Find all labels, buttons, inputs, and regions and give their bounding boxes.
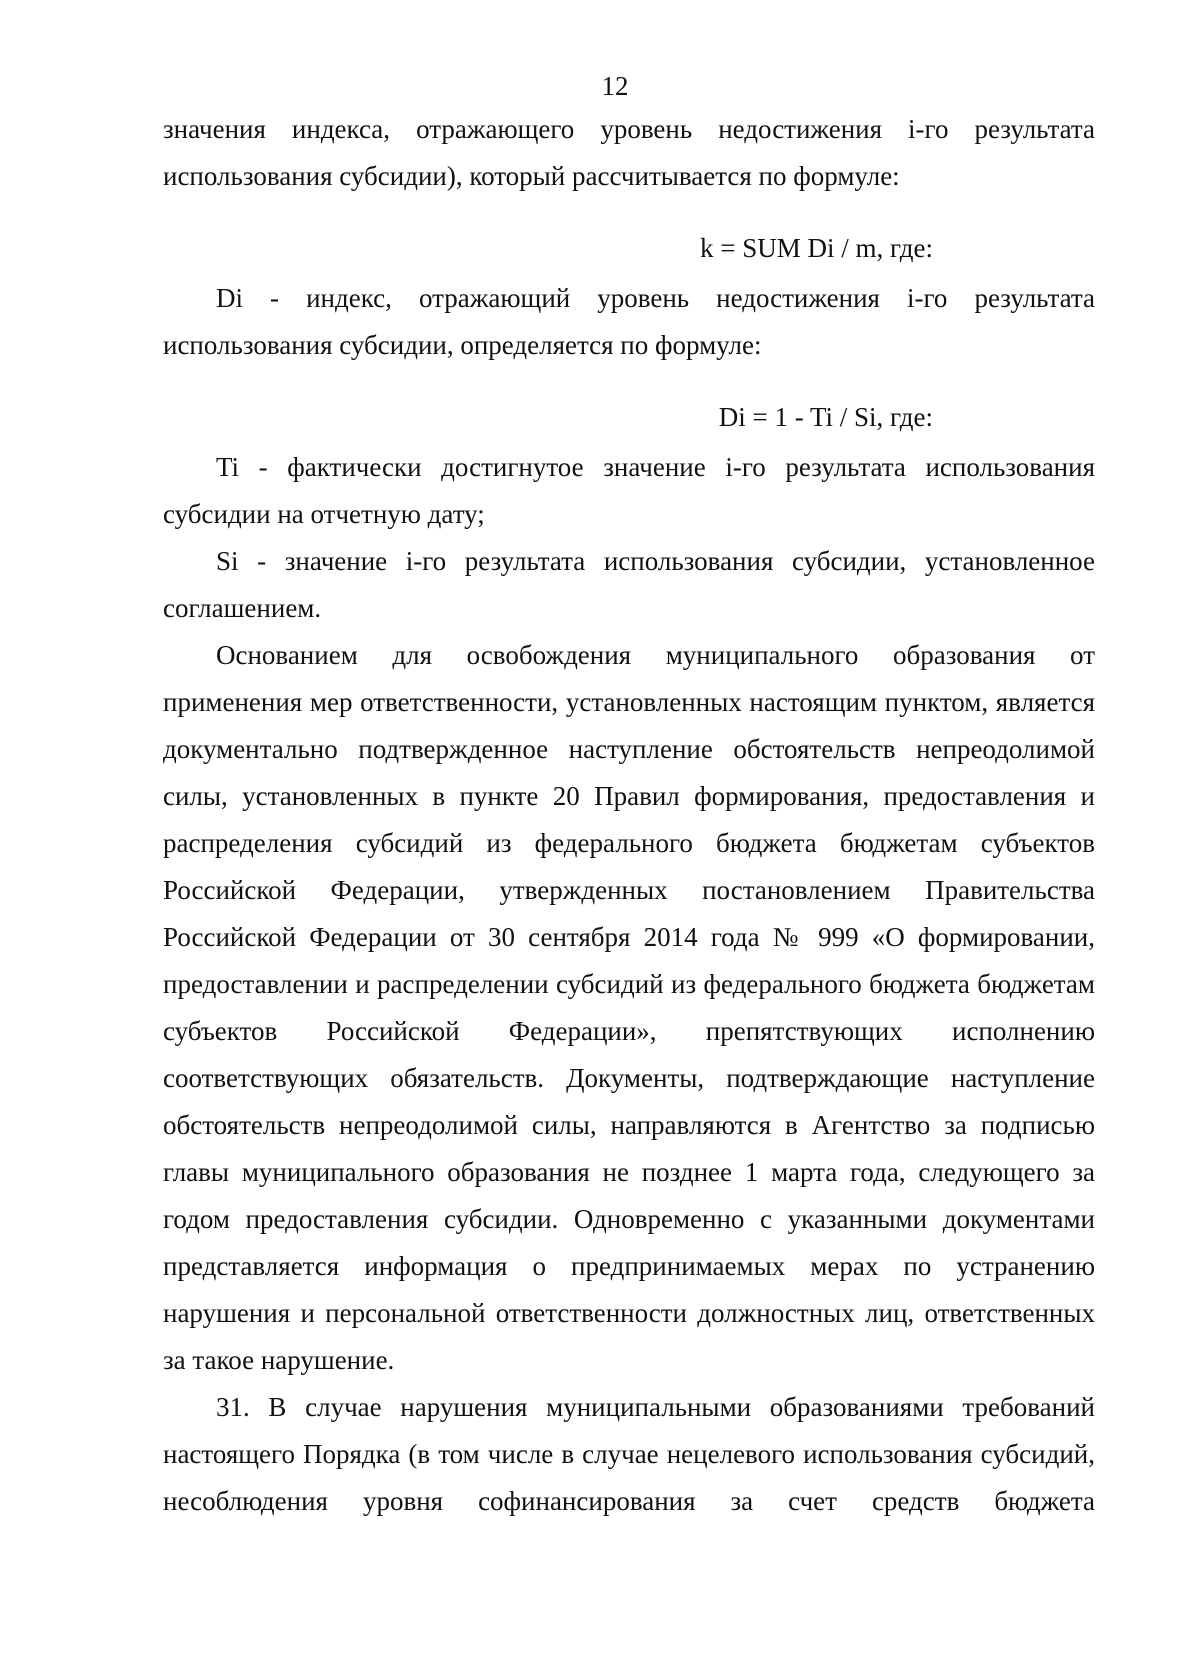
page-number: 12: [601, 71, 629, 101]
formula-k: k = SUM Di / m, где:: [700, 233, 933, 263]
paragraph-si-definition: Si - значение i-го результата использования субсидии, установленное соглашением.: [163, 546, 1095, 623]
paragraph-item-31: 31. В случае нарушения муниципальными образованиями требований настоящего Порядка (в том числе в случае нецелевого использования субсидий, несоблюдения уровня софинансирования за счет средств бюджета: [163, 1392, 1095, 1516]
paragraph-ti-definition: Ti - фактически достигнутое значение i-го результата использования субсидии на отчетную дату;: [163, 452, 1095, 529]
formula-di: Di = 1 - Ti / Si, где:: [718, 402, 933, 432]
document-body: [163, 106, 1095, 1525]
paragraph-force-majeure: Основанием для освобождения муниципального образования от применения мер ответственности, установленных настоящим пунктом, является документально подтвержденное наступление обстоятельств непреодолимой силы, установленных в пункте 20 Правил формирования, предоставления и распределения субсидий из федерального бюджета бюджетам субъектов Российской Федерации, утвержденных постановлением Правительства Российской Федерации от 30 сентября 2014 года № 999 «О формировании, предоставлении и распределении субсидий из федерального бюджета бюджетам субъектов Российской Федерации», препятствующих исполнению соответствующих обязательств. Документы, подтверждающие наступление обстоятельств непреодолимой силы, направляются в Агентство за подписью главы муниципального образования не позднее 1 марта года, следующего за годом предоставления субсидии. Одновременно с указанными документами представляется информация о предпринимаемых мерах по устранению нарушения и персональной ответственности должностных лиц, ответственных за такое нарушение.: [163, 640, 1095, 1375]
paragraph-di-definition: Di - индекс, отражающий уровень недостижения i-го результата использования субсидии, определяется по формуле:: [163, 283, 1095, 360]
paragraph-index-intro: значения индекса, отражающего уровень недостижения i-го результата использования субсидии), который рассчитывается по формуле:: [163, 114, 1095, 191]
